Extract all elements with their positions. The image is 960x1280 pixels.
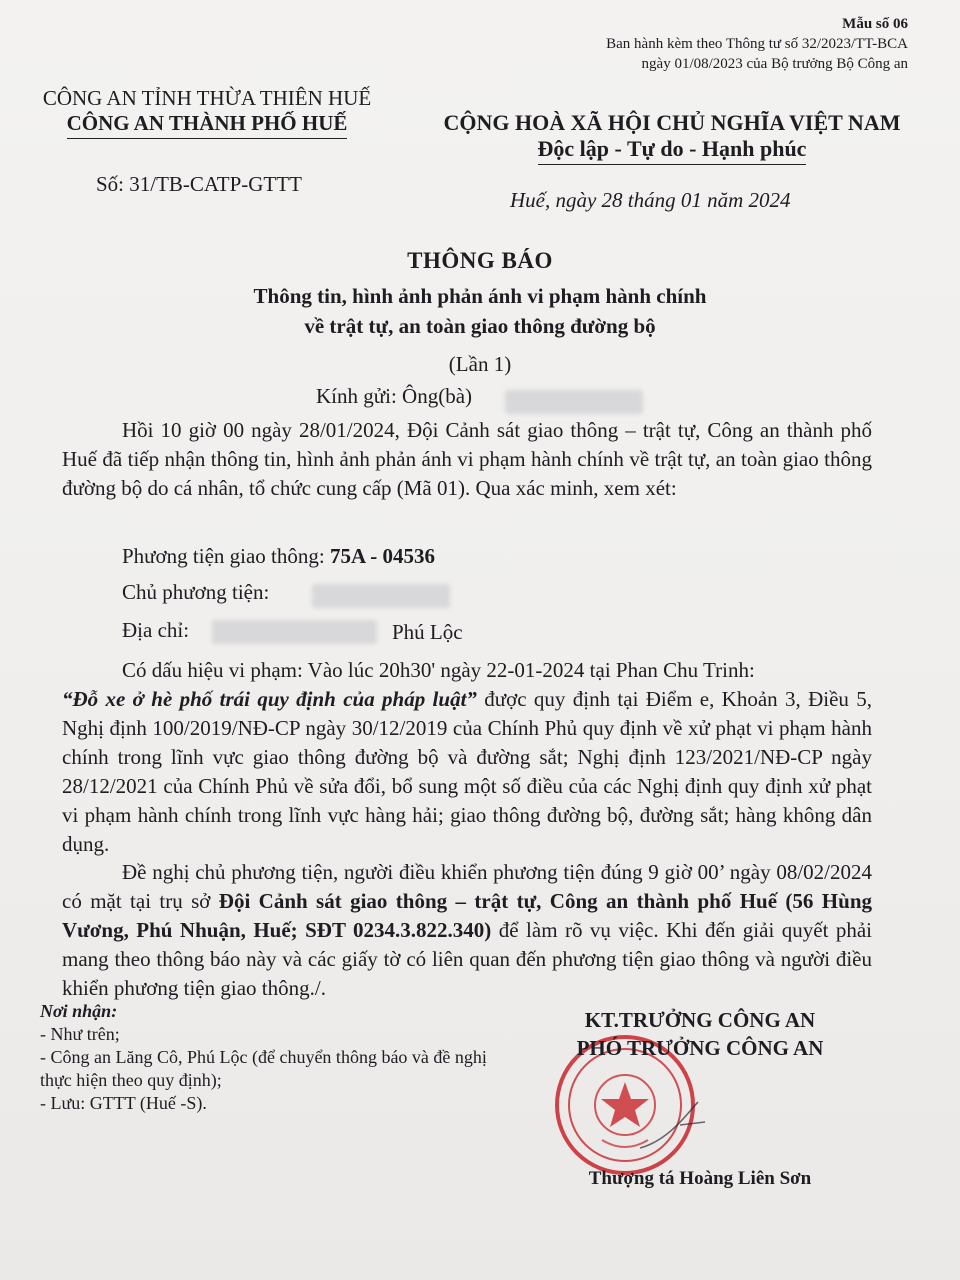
owner-line	[122, 580, 269, 605]
recipients-heading: Nơi nhận:	[40, 1001, 118, 1021]
national-motto: Độc lập - Tự do - Hạnh phúc	[538, 136, 807, 165]
recipients-item: - Lưu: GTTT (Huế -S).	[40, 1093, 207, 1113]
form-reference	[606, 14, 908, 74]
document-subtitle-2: về trật tự, an toàn giao thông đường bộ	[304, 314, 656, 338]
violation-detail: được quy định tại Điểm e, Khoản 3, Điều 5, Nghị định 100/2019/NĐ-CP ngày 30/12/2019 của Chính Phủ quy định về xử phạt vi phạm hành chính trong lĩnh vực giao thông đường bộ và đường sắt; Nghị định 123/2021/NĐ-CP ngày 28/12/2021 của Chính Phủ về sửa đổi, bổ sung một số điều của các Nghị định quy định xử phạt vi phạm hành chính trong lĩnh vực hàng hải; giao thông đường bộ, đường sắt; hàng không dân dụng.	[62, 687, 873, 856]
request-office: Đội Cảnh sát giao thông – trật tự, Công an thành phố Huế (56 Hùng Vương, Phú Nhuận, Huế; SĐT 0234.3.822.340)	[62, 889, 872, 942]
request-text-c: để làm rõ vụ việc. Khi đến giải quyết phải mang theo thông báo này và các giấy tờ có liên quan đến phương tiện giao thông và người điều khiển phương tiện giao thông./.	[62, 918, 873, 1000]
nation-header	[412, 110, 932, 165]
vehicle-plate: 75A - 04536	[329, 544, 435, 568]
agency-parent: CÔNG AN TỈNH THỪA THIÊN HUẾ	[42, 86, 372, 110]
form-issued-line1: Ban hành kèm theo Thông tư số 32/2023/TT-BCA	[606, 36, 908, 52]
place-date: Huế, ngày 28 tháng 01 năm 2024	[510, 188, 791, 212]
intro-paragraph: Hồi 10 giờ 00 ngày 28/01/2024, Đội Cảnh sát giao thông – trật tự, Công an thành phố Huế đã tiếp nhận thông tin, hình ảnh phản ánh vi phạm hành chính về trật tự, an toàn giao thông đường bộ do cá nhân, tổ chức cung cấp (Mã 01). Qua xác minh, xem xét:	[62, 418, 872, 500]
signer-role-1: KT.TRƯỞNG CÔNG AN	[584, 1008, 816, 1032]
recipient-line	[316, 384, 472, 409]
nation-name: CỘNG HOÀ XÃ HỘI CHỦ NGHĨA VIỆT NAM	[443, 110, 901, 135]
document-title: THÔNG BÁO	[407, 248, 553, 273]
request-text-a: Đề nghị chủ phương tiện, người điều khiển phương tiện đúng 9 giờ 00’ ngày 08/02/2024 có mặt tại trụ sở	[62, 860, 872, 913]
document-number: Số: 31/TB-CATP-GTTT	[96, 172, 302, 196]
recipients-item: - Như trên;	[40, 1024, 120, 1044]
vehicle-label: Phương tiện giao thông:	[122, 544, 325, 568]
recipients-block	[40, 1000, 500, 1115]
agency-header	[22, 86, 392, 139]
violation-intro: Có dấu hiệu vi phạm: Vào lúc 20h30' ngày 22-01-2024 tại Phan Chu Trinh:	[122, 658, 755, 682]
violation-name: “Đỗ xe ở hè phố trái quy định của pháp luật”	[62, 687, 477, 711]
signer-role-2: PHÓ TRƯỞNG CÔNG AN	[576, 1036, 824, 1060]
address-label: Địa chỉ:	[122, 618, 190, 642]
signature-block	[560, 1006, 840, 1062]
recipient-label: Kính gửi: Ông(bà)	[316, 384, 473, 408]
owner-label: Chủ phương tiện:	[122, 580, 270, 604]
redacted-name	[505, 390, 643, 414]
address-line	[122, 618, 189, 643]
violation-paragraph	[62, 656, 872, 859]
signer-name: Thượng tá Hoàng Liên Sơn	[588, 1168, 812, 1189]
address-value: Phú Lộc	[392, 620, 463, 644]
document-subtitle-1: Thông tin, hình ảnh phản ánh vi phạm hành chính	[253, 284, 707, 308]
recipients-item: - Công an Lăng Cô, Phú Lộc (để chuyển thông báo và đề nghị thực hiện theo quy định);	[40, 1047, 487, 1090]
notice-round: (Lần 1)	[448, 352, 512, 376]
request-paragraph	[62, 858, 872, 1003]
redacted-address	[212, 620, 377, 644]
form-issued-line2: ngày 01/08/2023 của Bộ trưởng Bộ Công an	[641, 56, 908, 72]
form-number: Mẫu số 06	[842, 16, 908, 32]
vehicle-line	[122, 544, 435, 569]
agency-name: CÔNG AN THÀNH PHỐ HUẾ	[67, 111, 348, 139]
redacted-owner	[312, 584, 450, 608]
